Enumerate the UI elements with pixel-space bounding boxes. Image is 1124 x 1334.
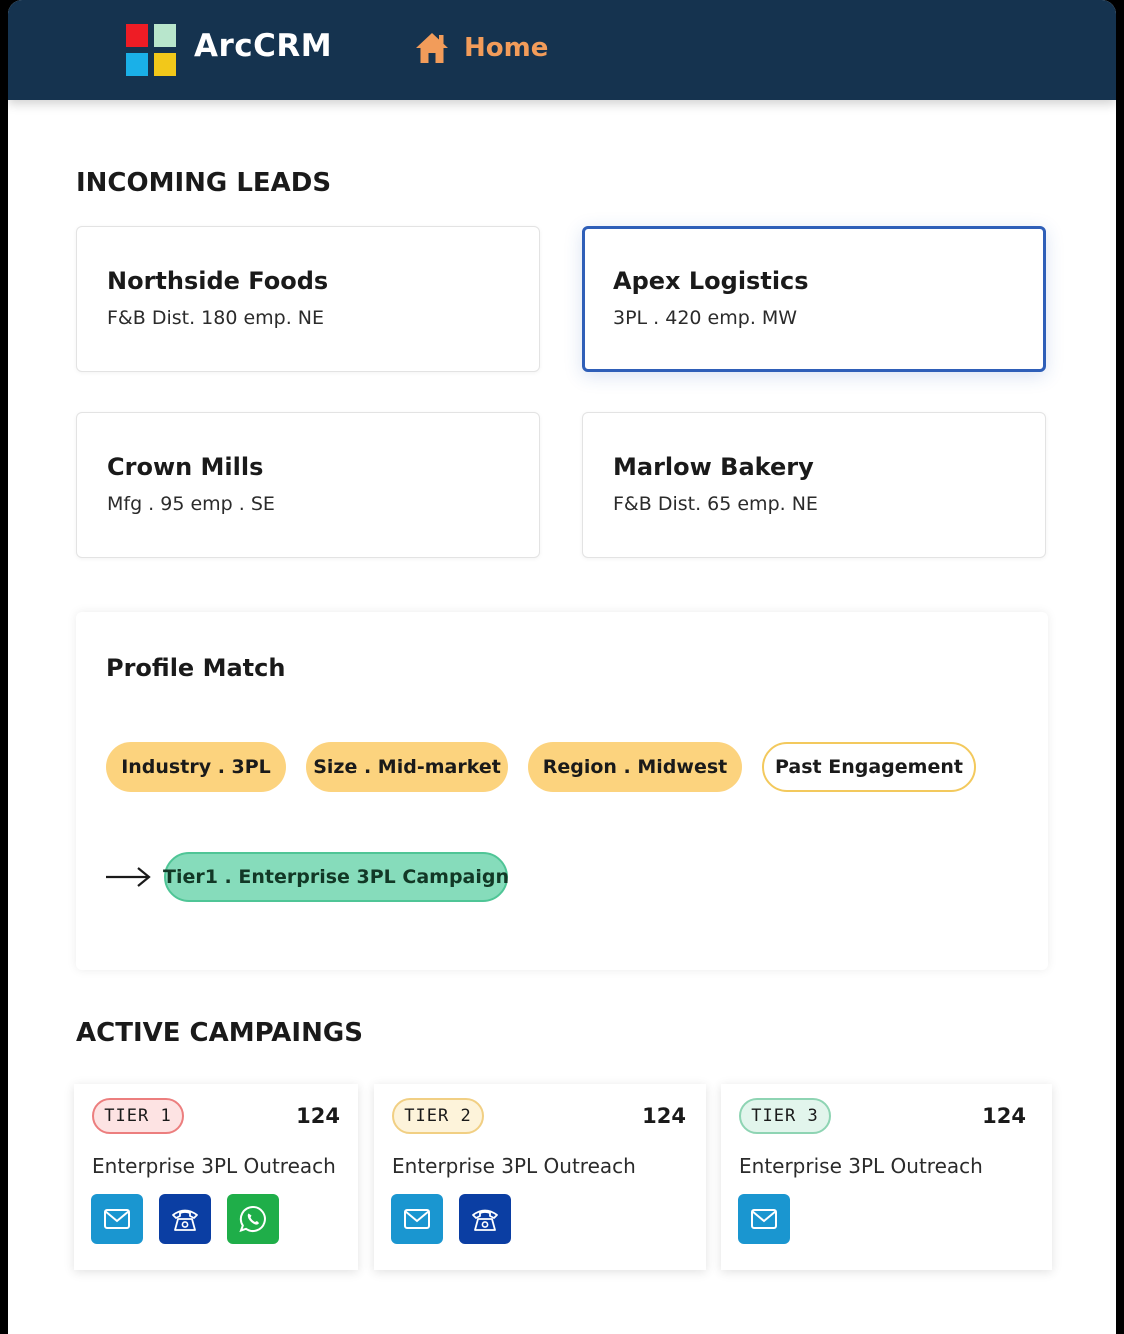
tier-badge: TIER 2 bbox=[392, 1098, 484, 1134]
phone-icon bbox=[170, 1204, 200, 1234]
incoming-leads-title: INCOMING LEADS bbox=[76, 168, 332, 198]
lead-name: Northside Foods bbox=[107, 267, 329, 295]
email-channel-button[interactable] bbox=[391, 1194, 443, 1244]
campaign-count: 124 bbox=[296, 1104, 340, 1128]
brand-name[interactable]: ArcCRM bbox=[194, 28, 333, 64]
arccrm-logo-icon[interactable] bbox=[126, 24, 178, 76]
campaign-count: 124 bbox=[642, 1104, 686, 1128]
criteria-pill-size[interactable]: Size . Mid-market bbox=[306, 742, 508, 792]
lead-name: Marlow Bakery bbox=[613, 453, 814, 481]
tier-badge: TIER 3 bbox=[739, 1098, 831, 1134]
campaign-card-tier1[interactable] bbox=[74, 1084, 358, 1270]
lead-card-selected[interactable] bbox=[582, 226, 1046, 372]
email-icon bbox=[402, 1204, 432, 1234]
whatsapp-channel-button[interactable] bbox=[227, 1194, 279, 1244]
lead-card[interactable] bbox=[76, 226, 540, 372]
lead-card[interactable] bbox=[76, 412, 540, 558]
top-bar bbox=[8, 0, 1116, 100]
matched-campaign-pill[interactable]: Tier1 . Enterprise 3PL Campaign bbox=[164, 852, 508, 902]
phone-channel-button[interactable] bbox=[159, 1194, 211, 1244]
whatsapp-icon bbox=[238, 1204, 268, 1234]
campaign-name: Enterprise 3PL Outreach bbox=[92, 1154, 336, 1178]
profile-match-panel bbox=[76, 612, 1048, 970]
nav-home-label: Home bbox=[464, 33, 549, 63]
lead-card[interactable] bbox=[582, 412, 1046, 558]
criteria-pill-engagement[interactable]: Past Engagement bbox=[762, 742, 976, 792]
email-icon bbox=[749, 1204, 779, 1234]
phone-icon bbox=[470, 1204, 500, 1234]
campaign-count: 124 bbox=[982, 1104, 1026, 1128]
email-channel-button[interactable] bbox=[91, 1194, 143, 1244]
active-campaigns-title: ACTIVE CAMPAINGS bbox=[76, 1018, 363, 1048]
lead-meta: 3PL . 420 emp. MW bbox=[613, 307, 798, 329]
email-channel-button[interactable] bbox=[738, 1194, 790, 1244]
lead-name: Crown Mills bbox=[107, 453, 264, 481]
lead-name: Apex Logistics bbox=[613, 267, 809, 295]
campaign-name: Enterprise 3PL Outreach bbox=[739, 1154, 983, 1178]
lead-meta: F&B Dist. 65 emp. NE bbox=[613, 493, 818, 515]
home-icon bbox=[414, 31, 450, 65]
nav-home-link[interactable] bbox=[414, 28, 548, 68]
profile-match-title: Profile Match bbox=[106, 654, 286, 682]
criteria-pill-industry[interactable]: Industry . 3PL bbox=[106, 742, 286, 792]
arrow-right-icon bbox=[106, 866, 152, 888]
lead-meta: Mfg . 95 emp . SE bbox=[107, 493, 275, 515]
campaign-name: Enterprise 3PL Outreach bbox=[392, 1154, 636, 1178]
email-icon bbox=[102, 1204, 132, 1234]
tier-badge: TIER 1 bbox=[92, 1098, 184, 1134]
campaign-card-tier2[interactable] bbox=[374, 1084, 706, 1270]
lead-meta: F&B Dist. 180 emp. NE bbox=[107, 307, 325, 329]
phone-channel-button[interactable] bbox=[459, 1194, 511, 1244]
campaign-card-tier3[interactable] bbox=[721, 1084, 1052, 1270]
app-page bbox=[8, 0, 1116, 1334]
criteria-pill-region[interactable]: Region . Midwest bbox=[528, 742, 742, 792]
